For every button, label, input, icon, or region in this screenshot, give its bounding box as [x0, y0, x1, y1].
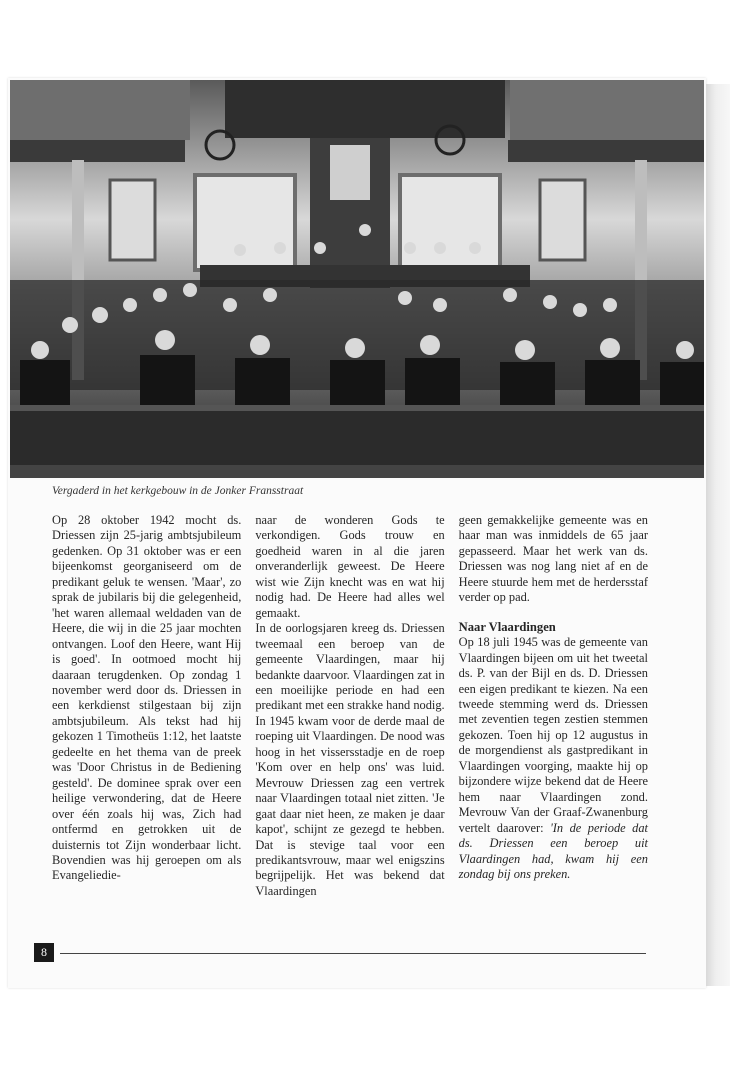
- church-meeting-photo: [10, 80, 704, 478]
- article-body: [52, 513, 648, 928]
- paragraph: In de oorlogsjaren kreeg ds. Driessen tweemaal een beroep van de gemeente Vlaardingen, maar hij bedankte daarvoor. Vlaardingen zat in een moeilijke periode en had een predikant met een strakke hand nodig. In 1945 kwam voor de derde maal de roeping uit Vlaardingen. De nood was hoog in het vissersstadje en de roep 'Kom over en help ons' was luid. Mevrouw Driessen zag een vertrek naar Vlaardingen totaal niet zitten. 'Je gaat daar niet heen, ze maken je daar kapot', schijnt ze gezegd te hebben. Dat is stevige taal voor een predikantsvrouw, maar wel enigszins begrijpelijk. Het was bekend dat Vlaardingen: [255, 621, 445, 898]
- paragraph-text: Op 18 juli 1945 was de gemeente van Vlaardingen bijeen om uit het tweetal ds. P. van der Bijl en ds. D. Driessen een eigen predikant te kiezen. Na een tweede stemming werd ds. Driessen met zeventien tegen zestien stemmen gekozen. Toen hij op 12 augustus in de morgendienst als gastpredikant in Vlaardingen voorging, maakte hij op bijzondere wijze bekend dat de Heere hem naar Vlaardingen zond. Mevrouw Van der Graaf-Zwanenburg vertelt daarover:: [458, 635, 648, 835]
- paragraph: [459, 635, 648, 882]
- paragraph: geen gemakkelijke gemeente was en haar man was inmiddels de 65 jaar gepasseerd. Maar het werk van ds. Driessen was nog lang niet af en de Heere stuurde hem met de herdersstaf verder op pad.: [458, 513, 648, 605]
- quote-text: 'In de periode dat ds. Driessen een beroep uit Vlaardingen had, kwam hij een zondag bij ons preken.: [458, 820, 648, 881]
- paragraph: Op 28 oktober 1942 mocht ds. Driessen zijn 25-jarig ambtsjubileum gedenken. Op 31 oktober was er een bijeenkomst georganiseerd om de predikant geluk te wensen. 'Maar', zo sprak de jubilaris bij die gelegenheid, 'het waren allemaal weldaden van de Heere, die wij in die 25 jaar mochten ontvangen. Loof den Heere, want Hij is goed'. In ootmoed mocht hij daaraan terugdenken. Op zondag 1 november werd door ds. Driessen in een kerkdienst stilgestaan bij zijn ambtsjubileum. Als tekst had hij gekozen 1 Timotheüs 1:12, het laatste gedeelte en het thema van de preek was 'Door Christus in de Bediening gesteld'. De dominee sprak over een heilige verwondering, dat de Heere over één zoals hij was, Zich had ontfermd en getrokken uit de duisternis tot Zijn wonderbaar licht. Bovendien was hij geroepen om als Evangeliedie-: [52, 513, 242, 883]
- article-column-1: [52, 513, 241, 928]
- article-column-3: [459, 513, 648, 928]
- page-edge-shadow: [706, 84, 730, 986]
- footer-rule: [60, 953, 646, 954]
- paragraph: naar de wonderen Gods te verkondigen. Gods trouw en goedheid waren in al die jaren onveranderlijk geweest. De Heere wist wie Zijn knecht was en wat hij nodig had. De Heere had alles wel gemaakt.: [255, 513, 445, 620]
- article-column-2: [255, 513, 444, 928]
- section-heading: Naar Vlaardingen: [458, 619, 556, 634]
- page-number: 8: [34, 943, 54, 962]
- photo-caption: Vergaderd in het kerkgebouw in de Jonker Fransstraat: [52, 485, 304, 497]
